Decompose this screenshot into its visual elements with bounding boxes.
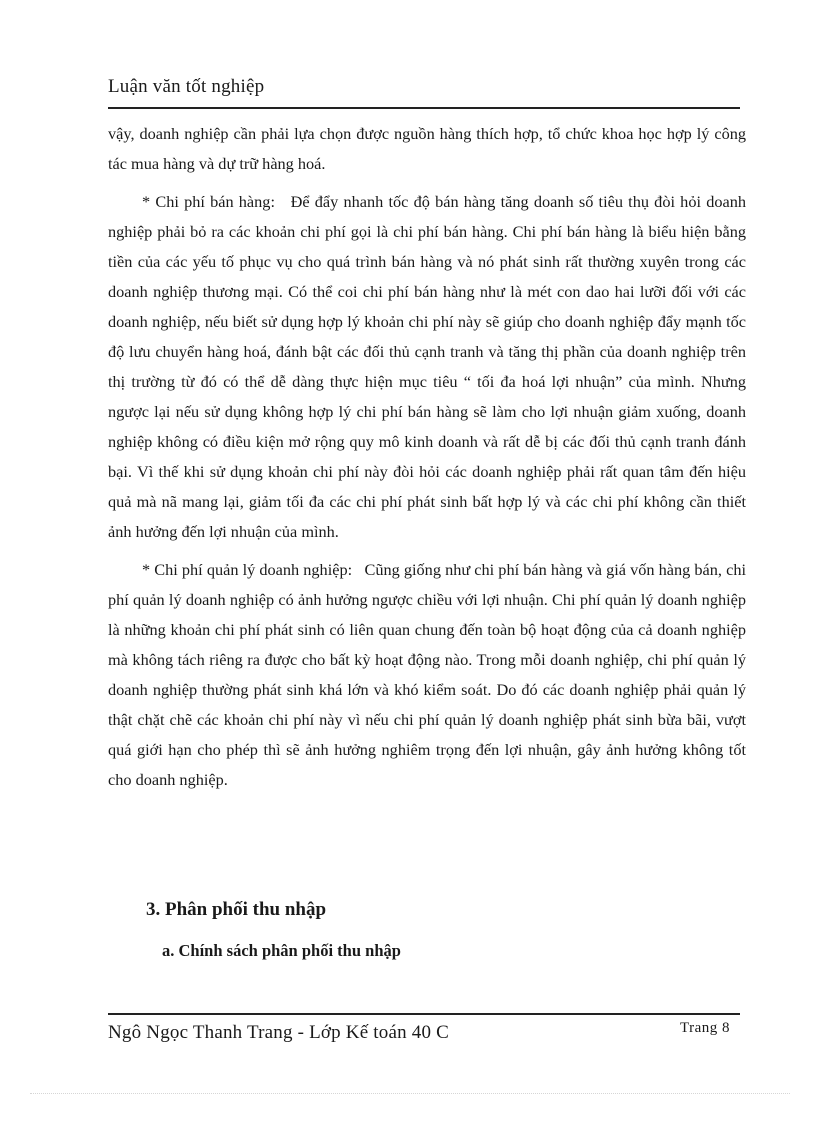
paragraph-selling-expenses: [108, 187, 746, 547]
page-bottom-edge: [30, 1093, 790, 1094]
selling-expenses-text: Để đẩy nhanh tốc độ bán hàng tăng doanh số tiêu thụ đòi hỏi doanh nghiệp phải bỏ ra các khoản chi phí gọi là chi phí bán hàng. Chi phí bán hàng là biểu hiện bằng tiền của các yếu tố phục vụ cho quá trình bán hàng và nó phát sinh rất thường xuyên trong các doanh nghiệp thương mại. Có thể coi chi phí bán hàng như là mét con dao hai lưỡi đối với các doanh nghiệp, nếu biết sử dụng hợp lý khoản chi phí này sẽ giúp cho doanh nghiệp đẩy mạnh tốc độ lưu chuyển hàng hoá, đánh bật các đối thủ cạnh tranh và tăng thị phần của doanh nghiệp trên thị trường từ đó có thể dễ dàng thực hiện mục tiêu “ tối đa hoá lợi nhuận” của mình. Nhưng ngược lại nếu sử dụng không hợp lý chi phí bán hàng sẽ làm cho lợi nhuận giảm xuống, doanh nghiệp không có điều kiện mở rộng quy mô kinh doanh và rất dễ bị các đối thủ cạnh tranh đánh bại. Vì thế khi sử dụng khoản chi phí này đòi hỏi các doanh nghiệp phải rất quan tâm đến hiệu quả mà nã mang lại, giảm tối đa các chi phí phát sinh bất hợp lý và các chi phí không cần thiết ảnh hưởng đến lợi nhuận của mình.: [108, 192, 746, 541]
selling-expenses-label: * Chi phí bán hàng:: [142, 192, 275, 211]
footer-author: Ngô Ngọc Thanh Trang - Lớp Kế toán 40 C: [108, 1022, 449, 1043]
page-number: Trang 8: [680, 1020, 731, 1036]
paragraph-continuation: vậy, doanh nghiệp cần phải lựa chọn được nguồn hàng thích hợp, tổ chức khoa học hợp lý công tác mua hàng và dự trữ hàng hoá.: [108, 124, 746, 173]
running-header-title: Luận văn tốt nghiệp: [108, 76, 265, 97]
document-body: [108, 119, 746, 795]
section-heading: 3. Phân phối thu nhập: [146, 899, 327, 920]
paragraph-admin-expenses: [108, 555, 746, 795]
admin-expenses-label: * Chi phí quản lý doanh nghiệp:: [142, 560, 353, 579]
subsection-heading: a. Chính sách phân phối thu nhập: [162, 941, 401, 960]
header-divider: [108, 107, 740, 109]
admin-expenses-text: Cũng giống như chi phí bán hàng và giá vốn hàng bán, chi phí quản lý doanh nghiệp có ảnh hưởng ngược chiều với lợi nhuận. Chi phí quản lý doanh nghiệp là những khoản chi phí phát sinh có liên quan chung đến toàn bộ hoạt động của cả doanh nghiệp mà không tách riêng ra được cho bất kỳ hoạt động nào. Trong mỗi doanh nghiệp, chi phí quản lý doanh nghiệp thường phát sinh khá lớn và khó kiểm soát. Do đó các doanh nghiệp phải quản lý thật chặt chẽ các khoản chi phí này vì nếu chi phí quản lý doanh nghiệp phát sinh bừa bãi, vượt quá giới hạn cho phép thì sẽ ảnh hưởng nghiêm trọng đến lợi nhuận, gây ảnh hưởng không tốt cho doanh nghiệp.: [108, 560, 746, 789]
footer-divider: [108, 1013, 740, 1015]
